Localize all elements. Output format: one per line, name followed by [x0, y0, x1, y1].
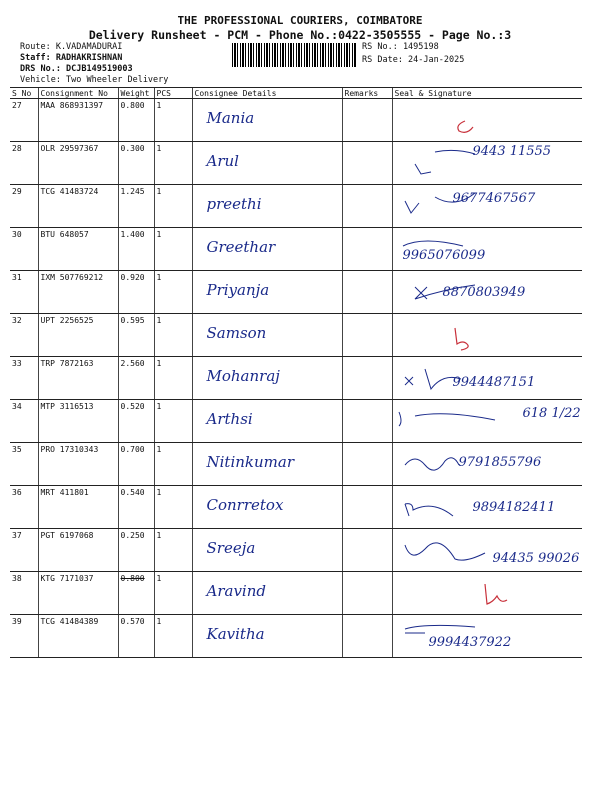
cell-sno: 33 — [10, 357, 38, 400]
cell-weight: 0.920 — [118, 271, 154, 314]
cell-sno: 28 — [10, 142, 38, 185]
cell-remarks — [342, 99, 392, 142]
cell-consignee — [192, 99, 342, 142]
cell-weight: 0.300 — [118, 142, 154, 185]
table-row — [10, 228, 582, 271]
table-row — [10, 271, 582, 314]
cell-signature — [392, 185, 582, 228]
cell-sno: 32 — [10, 314, 38, 357]
table-row — [10, 357, 582, 400]
signature-phone-text: 9994437922 — [428, 635, 512, 650]
consignee-handwriting: Sreeja — [206, 539, 256, 557]
table-row — [10, 142, 582, 185]
document-subtitle: Delivery Runsheet - PCM - Phone No.:0422-3505555 - Page No.:3 — [88, 28, 512, 42]
cell-weight: 0.800 — [118, 99, 154, 142]
cell-signature — [392, 99, 582, 142]
consignee-handwriting: Mania — [206, 109, 255, 127]
cell-remarks — [342, 357, 392, 400]
cell-remarks — [342, 615, 392, 658]
consignee-handwriting: Priyanja — [206, 281, 270, 299]
table-row — [10, 314, 582, 357]
cell-remarks — [342, 400, 392, 443]
table-row — [10, 615, 582, 658]
cell-pcs: 1 — [154, 572, 192, 615]
signature-scribble — [395, 101, 581, 139]
cell-consignee — [192, 228, 342, 271]
table-row — [10, 400, 582, 443]
cell-consignee — [192, 185, 342, 228]
signature-scribble — [395, 574, 581, 612]
cell-sno: 29 — [10, 185, 38, 228]
route-label: Route: K.VADAMADURAI — [20, 42, 123, 52]
cell-pcs: 1 — [154, 99, 192, 142]
vehicle-label: Vehicle: Two Wheeler Delivery — [20, 75, 169, 85]
cell-remarks — [342, 142, 392, 185]
cell-consignee — [192, 572, 342, 615]
col-sno: S No — [10, 88, 38, 99]
cell-remarks — [342, 185, 392, 228]
rs-number: RS No.: 1495198 — [362, 42, 439, 52]
cell-weight: 0.800 — [118, 572, 154, 615]
cell-remarks — [342, 271, 392, 314]
signature-phone-text: 9443 11555 — [472, 144, 552, 159]
barcode — [232, 43, 356, 67]
cell-consignment-no: TCG 41484389 — [38, 615, 118, 658]
cell-sno: 37 — [10, 529, 38, 572]
cell-pcs: 1 — [154, 142, 192, 185]
cell-consignment-no: KTG 7171037 — [38, 572, 118, 615]
table-header-row — [10, 88, 582, 99]
cell-consignment-no: MTP 3116513 — [38, 400, 118, 443]
cell-pcs: 1 — [154, 314, 192, 357]
table-row — [10, 185, 582, 228]
signature-phone-text: 9677467567 — [452, 191, 536, 206]
cell-signature — [392, 400, 582, 443]
cell-weight: 0.700 — [118, 443, 154, 486]
cell-signature — [392, 529, 582, 572]
signature-phone-text: 94435 99026 — [492, 551, 580, 566]
cell-pcs: 1 — [154, 185, 192, 228]
cell-signature — [392, 486, 582, 529]
table-row — [10, 572, 582, 615]
consignee-handwriting: Samson — [206, 324, 267, 342]
cell-consignee — [192, 400, 342, 443]
cell-signature — [392, 271, 582, 314]
cell-pcs: 1 — [154, 357, 192, 400]
consignee-handwriting: Arul — [206, 152, 239, 170]
cell-weight: 0.570 — [118, 615, 154, 658]
cell-consignment-no: TRP 7872163 — [38, 357, 118, 400]
cell-consignment-no: MAA 868931397 — [38, 99, 118, 142]
cell-remarks — [342, 228, 392, 271]
cell-sno: 34 — [10, 400, 38, 443]
cell-remarks — [342, 486, 392, 529]
consignee-handwriting: Conrretox — [206, 496, 284, 514]
cell-pcs: 1 — [154, 615, 192, 658]
cell-consignment-no: OLR 29597367 — [38, 142, 118, 185]
col-signature: Seal & Signature — [392, 88, 582, 99]
consignee-handwriting: preethi — [206, 195, 262, 213]
signature-scribble — [395, 316, 581, 354]
cell-consignee — [192, 529, 342, 572]
cell-signature — [392, 142, 582, 185]
cell-consignee — [192, 486, 342, 529]
table-row — [10, 99, 582, 142]
consignee-handwriting: Arthsi — [206, 410, 253, 428]
cell-consignee — [192, 443, 342, 486]
cell-pcs: 1 — [154, 400, 192, 443]
cell-sno: 27 — [10, 99, 38, 142]
cell-consignment-no: PRO 17310343 — [38, 443, 118, 486]
rs-date: RS Date: 24-Jan-2025 — [362, 55, 465, 65]
cell-consignment-no: MRT 411801 — [38, 486, 118, 529]
cell-signature — [392, 615, 582, 658]
signature-phone-text: 618 1/22 — [522, 406, 581, 421]
consignee-handwriting: Aravind — [206, 582, 266, 600]
cell-pcs: 1 — [154, 443, 192, 486]
cell-remarks — [342, 314, 392, 357]
col-remarks: Remarks — [342, 88, 392, 99]
cell-signature — [392, 357, 582, 400]
cell-pcs: 1 — [154, 271, 192, 314]
cell-weight: 0.250 — [118, 529, 154, 572]
cell-signature — [392, 228, 582, 271]
table-row — [10, 443, 582, 486]
signature-phone-text: 8870803949 — [442, 285, 526, 300]
table-row — [10, 529, 582, 572]
cell-consignee — [192, 615, 342, 658]
cell-consignment-no: UPT 2256525 — [38, 314, 118, 357]
cell-pcs: 1 — [154, 228, 192, 271]
signature-phone-text: 9944487151 — [452, 375, 536, 390]
signature-phone-text: 9965076099 — [402, 248, 486, 263]
cell-weight: 0.520 — [118, 400, 154, 443]
cell-remarks — [342, 572, 392, 615]
cell-consignee — [192, 142, 342, 185]
table-row — [10, 486, 582, 529]
cell-pcs: 1 — [154, 486, 192, 529]
cell-consignment-no: IXM 507769212 — [38, 271, 118, 314]
cell-consignment-no: PGT 6197068 — [38, 529, 118, 572]
cell-signature — [392, 314, 582, 357]
document-title: THE PROFESSIONAL COURIERS, COIMBATORE — [177, 14, 423, 27]
cell-consignee — [192, 314, 342, 357]
cell-consignee — [192, 271, 342, 314]
consignee-handwriting: Kavitha — [206, 625, 265, 643]
col-weight: Weight — [118, 88, 154, 99]
signature-phone-text: 9894182411 — [472, 500, 556, 515]
cell-sno: 35 — [10, 443, 38, 486]
cell-sno: 30 — [10, 228, 38, 271]
cell-sno: 39 — [10, 615, 38, 658]
consignee-handwriting: Greethar — [206, 238, 276, 256]
col-consignee: Consignee Details — [192, 88, 342, 99]
staff-label: Staff: RADHAKRISHNAN — [20, 53, 123, 63]
consignee-handwriting: Nitinkumar — [206, 453, 294, 471]
cell-pcs: 1 — [154, 529, 192, 572]
cell-weight: 2.560 — [118, 357, 154, 400]
cell-remarks — [342, 443, 392, 486]
cell-consignment-no: TCG 41483724 — [38, 185, 118, 228]
col-pcs: PCS — [154, 88, 192, 99]
consignee-handwriting: Mohanraj — [206, 367, 280, 385]
col-consignment: Consignment No — [38, 88, 118, 99]
cell-consignee — [192, 357, 342, 400]
runsheet-table — [10, 87, 582, 658]
cell-weight: 1.245 — [118, 185, 154, 228]
cell-weight: 0.595 — [118, 314, 154, 357]
cell-sno: 31 — [10, 271, 38, 314]
cell-signature — [392, 443, 582, 486]
cell-sno: 38 — [10, 572, 38, 615]
cell-sno: 36 — [10, 486, 38, 529]
cell-consignment-no: BTU 648057 — [38, 228, 118, 271]
drs-label: DRS No.: DCJB149519003 — [20, 64, 133, 74]
signature-phone-text: 9791855796 — [458, 455, 542, 470]
cell-weight: 1.400 — [118, 228, 154, 271]
cell-signature — [392, 572, 582, 615]
cell-remarks — [342, 529, 392, 572]
cell-weight: 0.540 — [118, 486, 154, 529]
